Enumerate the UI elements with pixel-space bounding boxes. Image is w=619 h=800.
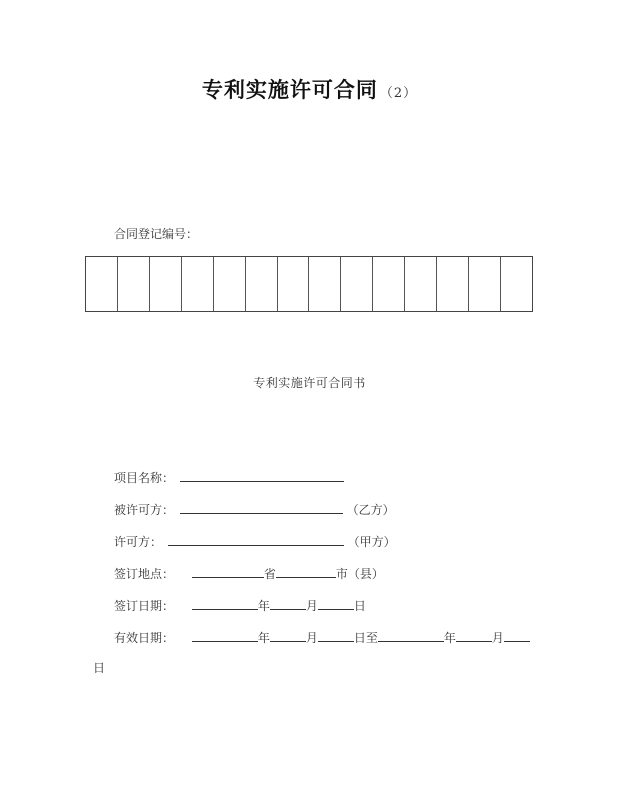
sign-year-blank[interactable] xyxy=(192,597,258,610)
project-name-blank[interactable] xyxy=(180,469,344,482)
day-unit: 日 xyxy=(353,599,366,613)
valid-from-day-blank[interactable] xyxy=(318,629,354,642)
valid-date-day-wrap: 日 xyxy=(93,661,106,675)
registration-cell[interactable] xyxy=(214,257,246,311)
valid-to-day-blank[interactable] xyxy=(504,629,530,642)
title-suffix: （2） xyxy=(379,86,418,101)
field-sign-place xyxy=(114,565,384,582)
year-unit: 年 xyxy=(257,599,270,613)
month-unit: 月 xyxy=(305,631,318,645)
month-unit: 月 xyxy=(491,631,504,645)
registration-cell[interactable] xyxy=(278,257,310,311)
province-unit: 省 xyxy=(263,567,276,581)
licensee-blank[interactable] xyxy=(180,501,343,514)
licensor-suffix: （甲方） xyxy=(347,535,396,549)
licensor-blank[interactable] xyxy=(168,533,344,546)
registration-cell[interactable] xyxy=(118,257,150,311)
field-label: 签订日期： xyxy=(114,599,175,613)
field-licensor xyxy=(114,533,396,550)
city-unit: 市（县） xyxy=(335,567,384,581)
year-unit: 年 xyxy=(443,631,456,645)
sign-day-blank[interactable] xyxy=(318,597,354,610)
province-blank[interactable] xyxy=(192,565,264,578)
registration-cell[interactable] xyxy=(86,257,118,311)
registration-cell[interactable] xyxy=(469,257,501,311)
field-label: 项目名称： xyxy=(114,471,175,485)
registration-number-label: 合同登记编号： xyxy=(114,227,199,241)
registration-cell[interactable] xyxy=(405,257,437,311)
city-blank[interactable] xyxy=(276,565,336,578)
field-label: 有效日期： xyxy=(114,631,175,645)
field-project-name xyxy=(114,469,344,486)
document-title xyxy=(0,74,619,104)
registration-cell[interactable] xyxy=(246,257,278,311)
licensee-suffix: （乙方） xyxy=(346,503,395,517)
field-label: 被许可方： xyxy=(114,503,175,517)
year-unit: 年 xyxy=(257,631,270,645)
field-sign-date xyxy=(114,597,366,614)
registration-cell[interactable] xyxy=(150,257,182,311)
valid-from-month-blank[interactable] xyxy=(270,629,306,642)
registration-cell[interactable] xyxy=(437,257,469,311)
registration-cell[interactable] xyxy=(373,257,405,311)
day-to-unit: 日至 xyxy=(353,631,378,645)
field-label: 签订地点： xyxy=(114,567,175,581)
document-subtitle: 专利实施许可合同书 xyxy=(253,376,366,390)
month-unit: 月 xyxy=(305,599,318,613)
sign-month-blank[interactable] xyxy=(270,597,306,610)
registration-number-grid xyxy=(85,256,533,312)
valid-to-month-blank[interactable] xyxy=(456,629,492,642)
registration-cell[interactable] xyxy=(182,257,214,311)
registration-cell[interactable] xyxy=(501,257,532,311)
valid-to-year-blank[interactable] xyxy=(378,629,444,642)
registration-cell[interactable] xyxy=(309,257,341,311)
valid-from-year-blank[interactable] xyxy=(192,629,258,642)
title-text: 专利实施许可合同 xyxy=(201,77,378,102)
field-licensee xyxy=(114,501,395,518)
field-label: 许可方： xyxy=(114,535,163,549)
field-valid-date xyxy=(114,629,530,646)
registration-cell[interactable] xyxy=(341,257,373,311)
